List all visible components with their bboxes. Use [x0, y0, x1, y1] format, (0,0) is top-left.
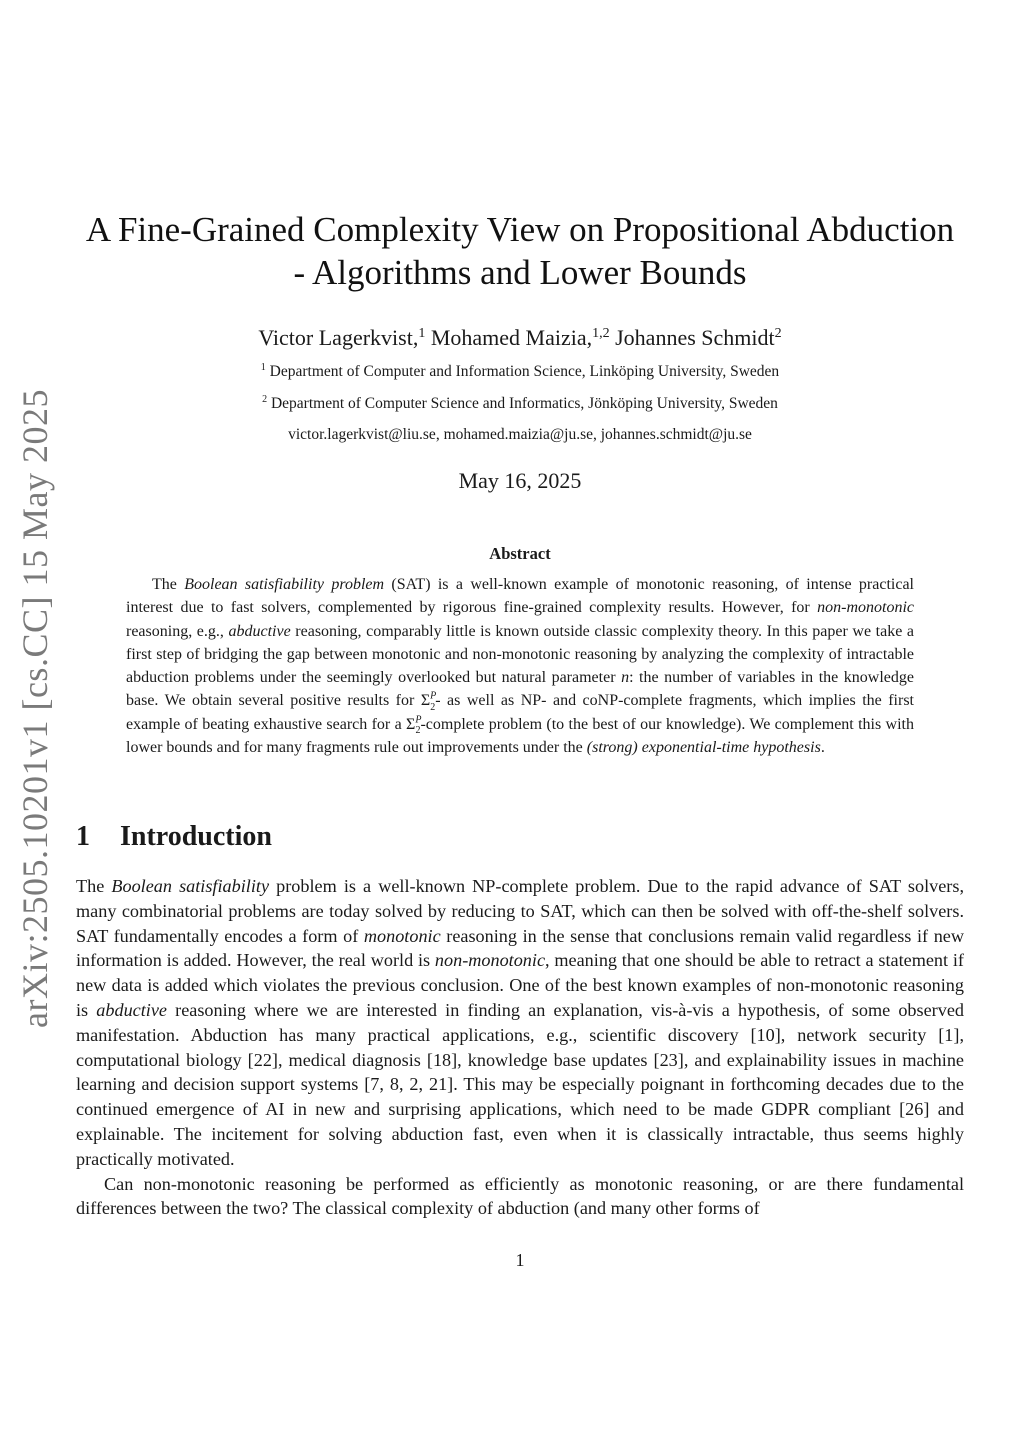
author-affiliation-mark: 1,2 [592, 326, 610, 341]
publication-date: May 16, 2025 [458, 468, 582, 493]
sigma-2-p-symbol: $\Sigma^P_2$ [406, 714, 422, 736]
introduction-body [76, 874, 964, 1221]
affiliation-mark: 2 [262, 394, 268, 405]
section-heading-introduction [76, 820, 676, 854]
author-affiliation-mark: 2 [774, 326, 782, 341]
affiliation-2 [76, 394, 964, 414]
affiliation-1 [76, 362, 964, 382]
arxiv-identifier: arXiv:2505.10201v1 [cs.CC] 15 May 2025 [15, 389, 55, 1028]
parameter-n: n [621, 669, 630, 687]
author-emails: victor.lagerkvist@liu.se, mohamed.maizia@ju.se, johannes.schmidt@ju.se [288, 426, 752, 443]
section-number: 1 [76, 821, 90, 852]
author-name: Johannes Schmidt [615, 325, 775, 350]
author-list [76, 322, 964, 354]
sigma-2-p-symbol: $\Sigma^P_2$ [420, 691, 437, 713]
affiliation-mark: 1 [260, 362, 266, 373]
affiliation-text: Department of Computer Science and Informatics, Jönköping University, Sweden [270, 395, 778, 412]
page-number: 1 [515, 1250, 525, 1270]
title-line-1: A Fine-Grained Complexity View on Propositional Abduction [85, 210, 955, 249]
affiliation-text: Department of Computer and Information Science, Linköping University, Sweden [269, 363, 780, 380]
section-title: Introduction [120, 821, 272, 852]
author-name: Mohamed Maizia, [430, 325, 593, 350]
paragraph: The Boolean satisfiability problem is a well-known NP-complete problem. Due to the rapid advance of SAT solvers, many combinatorial problems are today solved by reducing to SAT, which can then be solved with off-the-shelf solvers. SAT fundamentally encodes a form of monotonic reasoning in the sense that conclusions remain valid regardless if new information is added. However, the real world is non-monotonic, meaning that one should be able to retract a statement if new data is added which violates the previous conclusion. One of the best known examples of non-monotonic reasoning is abductive reasoning where we are interested in finding an explanation, vis-à-vis a hypothesis, of some observed manifestation. Abduction has many practical applications, e.g., scientific discovery [10], network security [1], computational biology [22], medical diagnosis [18], knowledge base updates [23], and explainability issues in machine learning and decision support systems [7, 8, 2, 21]. This may be especially poignant in forthcoming decades due to the continued emergence of AI in new and surprising applications, which need to be made GDPR compliant [26] and explainable. The incitement for solving abduction fast, even when it is classically intractable, thus seems highly practically motivated. [76, 876, 964, 1169]
paper-title [76, 208, 964, 294]
paragraph: Can non-monotonic reasoning be performed as efficiently as monotonic reasoning, or are there fundamental differences between the two? The classical complexity of abduction (and many other forms of [76, 1173, 964, 1219]
author-affiliation-mark: 1 [418, 326, 426, 341]
abstract-heading: Abstract [489, 544, 551, 563]
abstract-body: The Boolean satisfiability problem (SAT) is a well-known example of monotonic reasoning, of intense practical interest due to fast solvers, complemented by rigorous fine-grained complexity results. However, for non-monotonic reasoning, e.g., abductive reasoning, comparably little is known outside classic complexity theory. In this paper we take a first step of bridging the gap between monotonic and non-monotonic reasoning by analyzing the complexity of intractable abduction problems under the seemingly overlooked but natural parameter n: the number of variables in the knowledge base. We obtain several positive results for $\Sigma^P_2-$ as well as NP- and coNP-complete fragments, which implies the first example of beating exhaustive search for a $\Sigma^P_2$-complete problem (to the best of our knowledge). We complement this with lower bounds and for many fragments rule out improvements under the (strong) exponential-time hypothesis. [126, 576, 915, 757]
author-name: Victor Lagerkvist, [258, 325, 419, 350]
title-line-2: - Algorithms and Lower Bounds [293, 253, 747, 292]
